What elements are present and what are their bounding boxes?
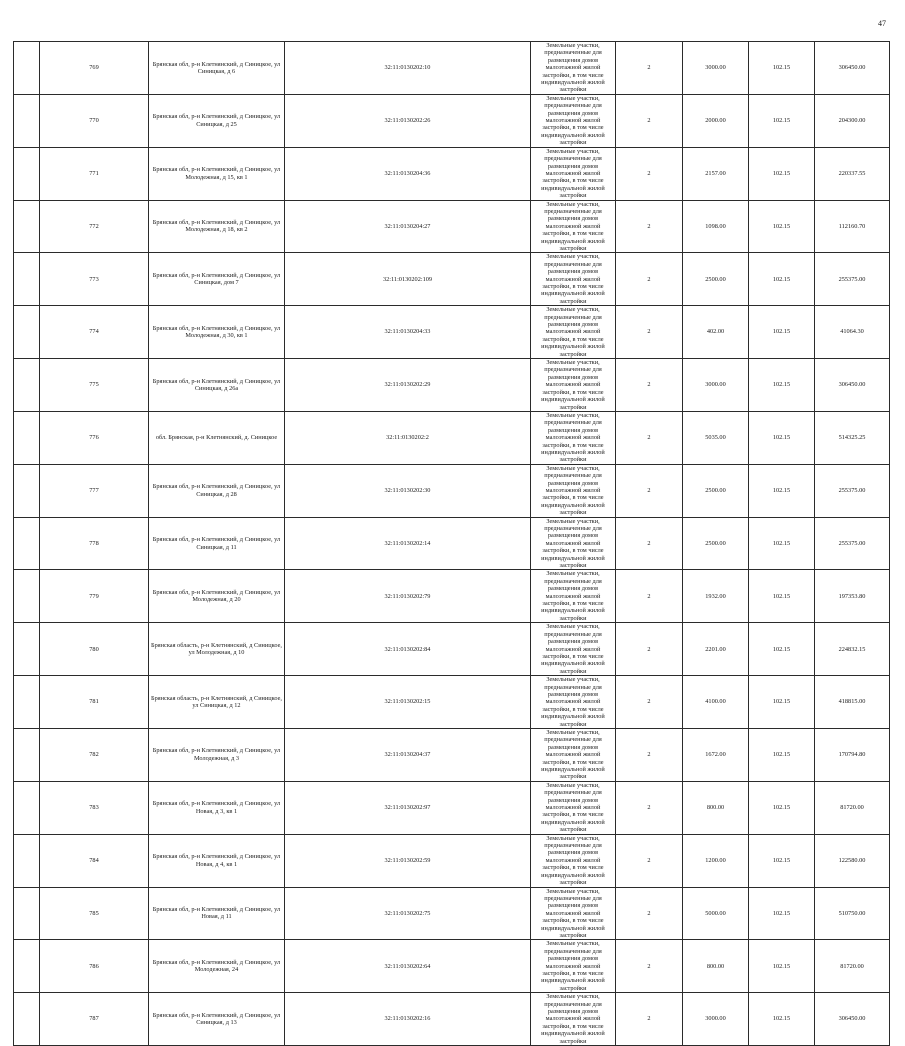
area-cell: 2000.00 [683,94,749,147]
spacer-cell [14,147,40,200]
spacer-cell [14,200,40,253]
cadastral-value-cell: 418815.00 [815,676,890,729]
land-use-cell: Земельные участки, предназначенные для размещения домов малоэтажной жилой застройки, в том числе индивидуальной жилой застройки [531,623,616,676]
land-use-cell: Земельные участки, предназначенные для размещения домов малоэтажной жилой застройки, в том числе индивидуальной жилой застройки [531,94,616,147]
spacer-cell [14,993,40,1046]
rate-cell: 102.15 [749,253,815,306]
table-row [14,570,890,623]
table-row [14,834,890,887]
rate-cell: 102.15 [749,411,815,464]
cadastral-value-cell: 510750.00 [815,887,890,940]
address-cell: Брянская обл, р-н Клетнянский, д Синицкое, ул Синицкая, д 6 [149,42,285,95]
area-cell: 2500.00 [683,253,749,306]
row-number-cell: 783 [40,781,149,834]
row-number-cell: 770 [40,94,149,147]
table-row [14,359,890,412]
cadastral-number-cell: 32:11:0130204:27 [285,200,531,253]
group-cell: 2 [616,464,683,517]
spacer-cell [14,94,40,147]
row-number-cell: 784 [40,834,149,887]
cadastral-value-cell: 81720.00 [815,940,890,993]
land-use-cell: Земельные участки, предназначенные для размещения домов малоэтажной жилой застройки, в том числе индивидуальной жилой застройки [531,940,616,993]
table-row [14,306,890,359]
land-use-cell: Земельные участки, предназначенные для размещения домов малоэтажной жилой застройки, в том числе индивидуальной жилой застройки [531,570,616,623]
spacer-cell [14,359,40,412]
row-number-cell: 771 [40,147,149,200]
rate-cell: 102.15 [749,834,815,887]
area-cell: 2500.00 [683,464,749,517]
land-use-cell: Земельные участки, предназначенные для размещения домов малоэтажной жилой застройки, в том числе индивидуальной жилой застройки [531,728,616,781]
area-cell: 3000.00 [683,359,749,412]
cadastral-number-cell: 32:11:0130202:59 [285,834,531,887]
row-number-cell: 781 [40,676,149,729]
row-number-cell: 777 [40,464,149,517]
table-row [14,887,890,940]
address-cell: Брянская обл, р-н Клетнянский, д Синицкое, ул Синицкая, д 26а [149,359,285,412]
group-cell: 2 [616,728,683,781]
land-use-cell: Земельные участки, предназначенные для размещения домов малоэтажной жилой застройки, в том числе индивидуальной жилой застройки [531,993,616,1046]
address-cell: Брянская область, р-н Клетнянский, д Синицкое, ул Молодежная, д 10 [149,623,285,676]
address-cell: Брянская обл, р-н Клетнянский, д Синицкое, ул Молодежная, д 15, кв 1 [149,147,285,200]
spacer-cell [14,834,40,887]
land-use-cell: Земельные участки, предназначенные для размещения домов малоэтажной жилой застройки, в том числе индивидуальной жилой застройки [531,200,616,253]
table-row [14,411,890,464]
table-row [14,147,890,200]
land-use-cell: Земельные участки, предназначенные для размещения домов малоэтажной жилой застройки, в том числе индивидуальной жилой застройки [531,781,616,834]
rate-cell: 102.15 [749,623,815,676]
land-use-cell: Земельные участки, предназначенные для размещения домов малоэтажной жилой застройки, в том числе индивидуальной жилой застройки [531,42,616,95]
rate-cell: 102.15 [749,42,815,95]
cadastral-number-cell: 32:11:0130202:109 [285,253,531,306]
table-row [14,517,890,570]
row-number-cell: 776 [40,411,149,464]
area-cell: 2157.00 [683,147,749,200]
spacer-cell [14,676,40,729]
cadastral-value-cell: 112160.70 [815,200,890,253]
address-cell: обл. Брянская, р-н Клетнянский, д. Синицкое [149,411,285,464]
spacer-cell [14,411,40,464]
cadastral-value-cell: 81720.00 [815,781,890,834]
area-cell: 800.00 [683,940,749,993]
cadastral-number-cell: 32:11:0130202:26 [285,94,531,147]
row-number-cell: 769 [40,42,149,95]
spacer-cell [14,464,40,517]
row-number-cell: 786 [40,940,149,993]
land-use-cell: Земельные участки, предназначенные для размещения домов малоэтажной жилой застройки, в том числе индивидуальной жилой застройки [531,517,616,570]
row-number-cell: 773 [40,253,149,306]
spacer-cell [14,940,40,993]
land-use-cell: Земельные участки, предназначенные для размещения домов малоэтажной жилой застройки, в том числе индивидуальной жилой застройки [531,411,616,464]
cadastral-number-cell: 32:11:0130202:30 [285,464,531,517]
cadastral-number-cell: 32:11:0130202:75 [285,887,531,940]
address-cell: Брянская обл, р-н Клетнянский, д Синицкое, ул Молодежная, д 20 [149,570,285,623]
table-row [14,464,890,517]
spacer-cell [14,517,40,570]
cadastral-value-cell: 255375.00 [815,253,890,306]
land-use-cell: Земельные участки, предназначенные для размещения домов малоэтажной жилой застройки, в том числе индивидуальной жилой застройки [531,306,616,359]
rate-cell: 102.15 [749,200,815,253]
table-row [14,42,890,95]
address-cell: Брянская обл, р-н Клетнянский, д Синицкое, ул Молодежная, д 18, кв 2 [149,200,285,253]
table-row [14,781,890,834]
table-row [14,676,890,729]
address-cell: Брянская обл, р-н Клетнянский, д Синицкое, ул Новая, д 3, кв 1 [149,781,285,834]
row-number-cell: 772 [40,200,149,253]
group-cell: 2 [616,42,683,95]
cadastral-value-cell: 306450.00 [815,993,890,1046]
area-cell: 2500.00 [683,517,749,570]
cadastral-value-cell: 255375.00 [815,517,890,570]
cadastral-value-cell: 306450.00 [815,359,890,412]
address-cell: Брянская обл, р-н Клетнянский, д Синицкое, ул Синицкая, д 13 [149,993,285,1046]
group-cell: 2 [616,623,683,676]
land-use-cell: Земельные участки, предназначенные для размещения домов малоэтажной жилой застройки, в том числе индивидуальной жилой застройки [531,887,616,940]
spacer-cell [14,623,40,676]
land-use-cell: Земельные участки, предназначенные для размещения домов малоэтажной жилой застройки, в том числе индивидуальной жилой застройки [531,359,616,412]
rate-cell: 102.15 [749,94,815,147]
row-number-cell: 775 [40,359,149,412]
cadastral-value-table [13,41,890,1046]
area-cell: 4100.00 [683,676,749,729]
cadastral-number-cell: 32:11:0130202:84 [285,623,531,676]
group-cell: 2 [616,676,683,729]
area-cell: 800.00 [683,781,749,834]
rate-cell: 102.15 [749,993,815,1046]
area-cell: 3000.00 [683,993,749,1046]
address-cell: Брянская обл, р-н Клетнянский, д Синицкое, ул Синицкая, д 11 [149,517,285,570]
address-cell: Брянская область, р-н Клетнянский, д Синицкое, ул Синицкая, д 12 [149,676,285,729]
area-cell: 1098.00 [683,200,749,253]
address-cell: Брянская обл, р-н Клетнянский, д Синицкое, ул Молодежная, д 30, кв 1 [149,306,285,359]
group-cell: 2 [616,200,683,253]
table-row [14,253,890,306]
address-cell: Брянская обл, р-н Клетнянский, д Синицкое, ул Синицкая, д 28 [149,464,285,517]
address-cell: Брянская обл, р-н Клетнянский, д Синицкое, ул Молодежная, д 3 [149,728,285,781]
cadastral-number-cell: 32:11:0130204:36 [285,147,531,200]
group-cell: 2 [616,94,683,147]
table-row [14,200,890,253]
group-cell: 2 [616,781,683,834]
rate-cell: 102.15 [749,306,815,359]
group-cell: 2 [616,306,683,359]
cadastral-value-cell: 220337.55 [815,147,890,200]
spacer-cell [14,570,40,623]
area-cell: 5035.00 [683,411,749,464]
spacer-cell [14,887,40,940]
cadastral-number-cell: 32:11:0130202:14 [285,517,531,570]
group-cell: 2 [616,253,683,306]
rate-cell: 102.15 [749,887,815,940]
table-body [14,42,890,1046]
row-number-cell: 782 [40,728,149,781]
rate-cell: 102.15 [749,147,815,200]
rate-cell: 102.15 [749,464,815,517]
area-cell: 1932.00 [683,570,749,623]
rate-cell: 102.15 [749,570,815,623]
page-number: 47 [878,19,886,28]
table-row [14,623,890,676]
cadastral-number-cell: 32:11:0130202:15 [285,676,531,729]
address-cell: Брянская обл, р-н Клетнянский, д Синицкое, ул Молодежная, 24 [149,940,285,993]
spacer-cell [14,306,40,359]
table-row [14,94,890,147]
cadastral-number-cell: 32:11:0130204:33 [285,306,531,359]
cadastral-value-cell: 224832.15 [815,623,890,676]
row-number-cell: 774 [40,306,149,359]
spacer-cell [14,253,40,306]
cadastral-value-cell: 197353.80 [815,570,890,623]
group-cell: 2 [616,993,683,1046]
address-cell: Брянская обл, р-н Клетнянский, д Синицкое, ул Синицкая, дом 7 [149,253,285,306]
cadastral-number-cell: 32:11:0130204:37 [285,728,531,781]
group-cell: 2 [616,517,683,570]
group-cell: 2 [616,147,683,200]
row-number-cell: 780 [40,623,149,676]
group-cell: 2 [616,411,683,464]
rate-cell: 102.15 [749,359,815,412]
cadastral-number-cell: 32:11:0130202:64 [285,940,531,993]
address-cell: Брянская обл, р-н Клетнянский, д Синицкое, ул Новая, д 11 [149,887,285,940]
rate-cell: 102.15 [749,940,815,993]
cadastral-number-cell: 32:11:0130202:97 [285,781,531,834]
land-use-cell: Земельные участки, предназначенные для размещения домов малоэтажной жилой застройки, в том числе индивидуальной жилой застройки [531,834,616,887]
spacer-cell [14,42,40,95]
cadastral-number-cell: 32:11:0130202:79 [285,570,531,623]
rate-cell: 102.15 [749,781,815,834]
address-cell: Брянская обл, р-н Клетнянский, д Синицкое, ул Синицкая, д 25 [149,94,285,147]
cadastral-value-cell: 41064.30 [815,306,890,359]
cadastral-number-cell: 32:11:0130202:2 [285,411,531,464]
group-cell: 2 [616,834,683,887]
spacer-cell [14,781,40,834]
cadastral-value-cell: 122580.00 [815,834,890,887]
rate-cell: 102.15 [749,676,815,729]
cadastral-value-cell: 170794.80 [815,728,890,781]
cadastral-value-cell: 255375.00 [815,464,890,517]
rate-cell: 102.15 [749,728,815,781]
group-cell: 2 [616,887,683,940]
cadastral-value-cell: 204300.00 [815,94,890,147]
area-cell: 1672.00 [683,728,749,781]
cadastral-number-cell: 32:11:0130202:16 [285,993,531,1046]
land-use-cell: Земельные участки, предназначенные для размещения домов малоэтажной жилой застройки, в том числе индивидуальной жилой застройки [531,147,616,200]
table-row [14,993,890,1046]
land-use-cell: Земельные участки, предназначенные для размещения домов малоэтажной жилой застройки, в том числе индивидуальной жилой застройки [531,464,616,517]
table-row [14,940,890,993]
address-cell: Брянская обл, р-н Клетнянский, д Синицкое, ул Новая, д 4, кв 1 [149,834,285,887]
row-number-cell: 778 [40,517,149,570]
row-number-cell: 785 [40,887,149,940]
table-row [14,728,890,781]
area-cell: 402.00 [683,306,749,359]
group-cell: 2 [616,359,683,412]
land-use-cell: Земельные участки, предназначенные для размещения домов малоэтажной жилой застройки, в том числе индивидуальной жилой застройки [531,676,616,729]
spacer-cell [14,728,40,781]
group-cell: 2 [616,570,683,623]
row-number-cell: 787 [40,993,149,1046]
rate-cell: 102.15 [749,517,815,570]
area-cell: 5000.00 [683,887,749,940]
cadastral-value-cell: 514325.25 [815,411,890,464]
cadastral-value-cell: 306450.00 [815,42,890,95]
area-cell: 1200.00 [683,834,749,887]
area-cell: 2201.00 [683,623,749,676]
group-cell: 2 [616,940,683,993]
area-cell: 3000.00 [683,42,749,95]
row-number-cell: 779 [40,570,149,623]
land-use-cell: Земельные участки, предназначенные для размещения домов малоэтажной жилой застройки, в том числе индивидуальной жилой застройки [531,253,616,306]
cadastral-number-cell: 32:11:0130202:10 [285,42,531,95]
cadastral-number-cell: 32:11:0130202:29 [285,359,531,412]
